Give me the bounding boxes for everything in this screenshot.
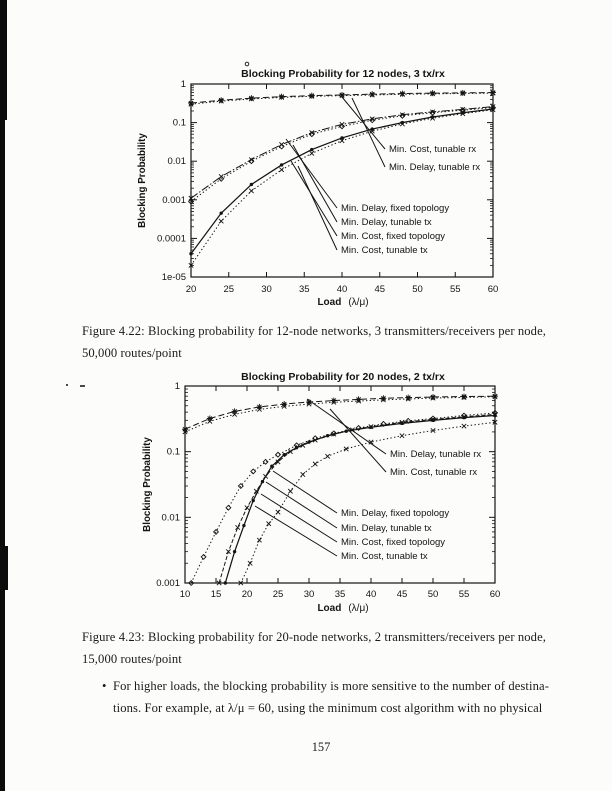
curve-label-min-cost-tunable-tx: Min. Cost, tunable tx bbox=[341, 551, 428, 562]
curve-label-min-delay-fixed-topology: Min. Delay, fixed topology bbox=[341, 203, 450, 214]
curve-label-min-delay-tunable-rx: Min. Delay, tunable rx bbox=[390, 449, 482, 460]
x-tick-label: 35 bbox=[298, 284, 310, 295]
x-tick-label: 50 bbox=[427, 589, 439, 600]
curve-label-min-delay-tunable-tx: Min. Delay, tunable tx bbox=[341, 217, 432, 228]
bullet-text-line: For higher loads, the blocking probability is more sensitive to the number of destina- bbox=[113, 679, 550, 693]
curve-label-pointer bbox=[255, 506, 337, 556]
x-tick-label: 60 bbox=[489, 589, 501, 600]
page-number: 157 bbox=[311, 740, 331, 754]
x-tick-label: 25 bbox=[223, 284, 235, 295]
y-tick-label: 0.001 bbox=[156, 578, 180, 589]
curve-label-pointer bbox=[261, 494, 337, 542]
x-tick-label: 25 bbox=[272, 589, 284, 600]
curve-label-min-cost-tunable-rx: Min. Cost, tunable rx bbox=[390, 467, 478, 478]
figure-4-22-caption bbox=[82, 320, 546, 364]
series-min-cost-tunable-tx bbox=[189, 108, 495, 268]
chart-title: Blocking Probability for 12 nodes, 3 tx/rx bbox=[241, 68, 445, 80]
x-tick-label: 55 bbox=[458, 589, 470, 600]
curve-label-pointer bbox=[298, 166, 337, 250]
curve-label-min-delay-tunable-rx: Min. Delay, tunable rx bbox=[389, 162, 481, 173]
y-tick-label: 1 bbox=[174, 381, 180, 392]
y-tick-label: 1 bbox=[180, 79, 186, 90]
x-tick-label: 55 bbox=[449, 284, 461, 295]
curve-label-min-cost-tunable-tx: Min. Cost, tunable tx bbox=[341, 245, 428, 256]
bullet-item bbox=[102, 675, 563, 719]
curve-label-pointer bbox=[266, 482, 337, 528]
chart-blocking-probability-for-20-nodes-2-tx-rx bbox=[142, 371, 500, 614]
x-tick-label: 20 bbox=[185, 284, 197, 295]
y-tick-label: 0.1 bbox=[172, 117, 186, 129]
scan-ring-artifact bbox=[245, 62, 249, 66]
chart-blocking-probability-for-12-nodes-3-tx-rx bbox=[137, 62, 498, 308]
x-tick-label: 50 bbox=[412, 284, 423, 295]
caption-line: Figure 4.22: Blocking probability for 12-node networks, 3 transmitters/receivers per node, bbox=[82, 324, 547, 338]
x-tick-label: 40 bbox=[365, 589, 377, 600]
y-axis-label: Blocking Probability bbox=[137, 133, 148, 228]
curve-label-min-cost-fixed-topology: Min. Cost, fixed topology bbox=[341, 537, 446, 548]
caption-line: 50,000 routes/point bbox=[82, 346, 182, 360]
y-tick-label: 1e-05 bbox=[161, 272, 186, 283]
y-tick-label: 0.1 bbox=[166, 446, 180, 458]
x-tick-label: 30 bbox=[261, 284, 272, 295]
curve-label-pointer bbox=[293, 145, 337, 222]
y-tick-label: 0.01 bbox=[161, 512, 180, 524]
x-tick-label: 30 bbox=[303, 589, 315, 600]
curve-label-min-cost-tunable-rx: Min. Cost, tunable rx bbox=[389, 144, 477, 155]
x-tick-label: 35 bbox=[334, 589, 346, 600]
chart-title: Blocking Probability for 20 nodes, 2 tx/rx bbox=[241, 371, 445, 383]
y-tick-label: 0.001 bbox=[162, 194, 186, 206]
caption-line: Figure 4.23: Blocking probability for 20-node networks, 2 transmitters/receivers per node, bbox=[82, 630, 547, 644]
caption-line: 15,000 routes/point bbox=[82, 652, 182, 666]
curve-label-min-cost-fixed-topology: Min. Cost, fixed topology bbox=[341, 231, 446, 242]
curve-label-min-delay-fixed-topology: Min. Delay, fixed topology bbox=[341, 508, 450, 519]
x-tick-label: 15 bbox=[210, 589, 222, 600]
x-tick-label: 40 bbox=[336, 284, 348, 295]
y-tick-label: 0.01 bbox=[167, 156, 186, 168]
x-tick-label: 45 bbox=[396, 589, 408, 600]
bullet-marker: • bbox=[102, 679, 107, 693]
curve-label-pointer bbox=[330, 409, 386, 472]
series-min-cost-tunable-rx bbox=[188, 90, 496, 107]
x-tick-label: 10 bbox=[179, 589, 191, 600]
x-tick-label: 45 bbox=[374, 284, 386, 295]
figure-4-23-caption bbox=[82, 626, 546, 670]
x-axis-label: Load (λ/μ) bbox=[317, 297, 369, 308]
y-axis-label: Blocking Probability bbox=[142, 437, 153, 532]
x-tick-label: 60 bbox=[487, 284, 499, 295]
x-axis-label: Load (λ/μ) bbox=[317, 603, 369, 614]
y-tick-label: 0.0001 bbox=[156, 233, 186, 245]
curve-label-pointer bbox=[352, 98, 385, 167]
series-min-delay-tunable-rx bbox=[182, 393, 498, 432]
x-tick-label: 20 bbox=[241, 589, 253, 600]
curve-label-min-delay-tunable-tx: Min. Delay, tunable tx bbox=[341, 523, 432, 534]
bullet-text-line: tions. For example, at λ/μ = 60, using the minimum cost algorithm with no physical bbox=[113, 701, 543, 715]
